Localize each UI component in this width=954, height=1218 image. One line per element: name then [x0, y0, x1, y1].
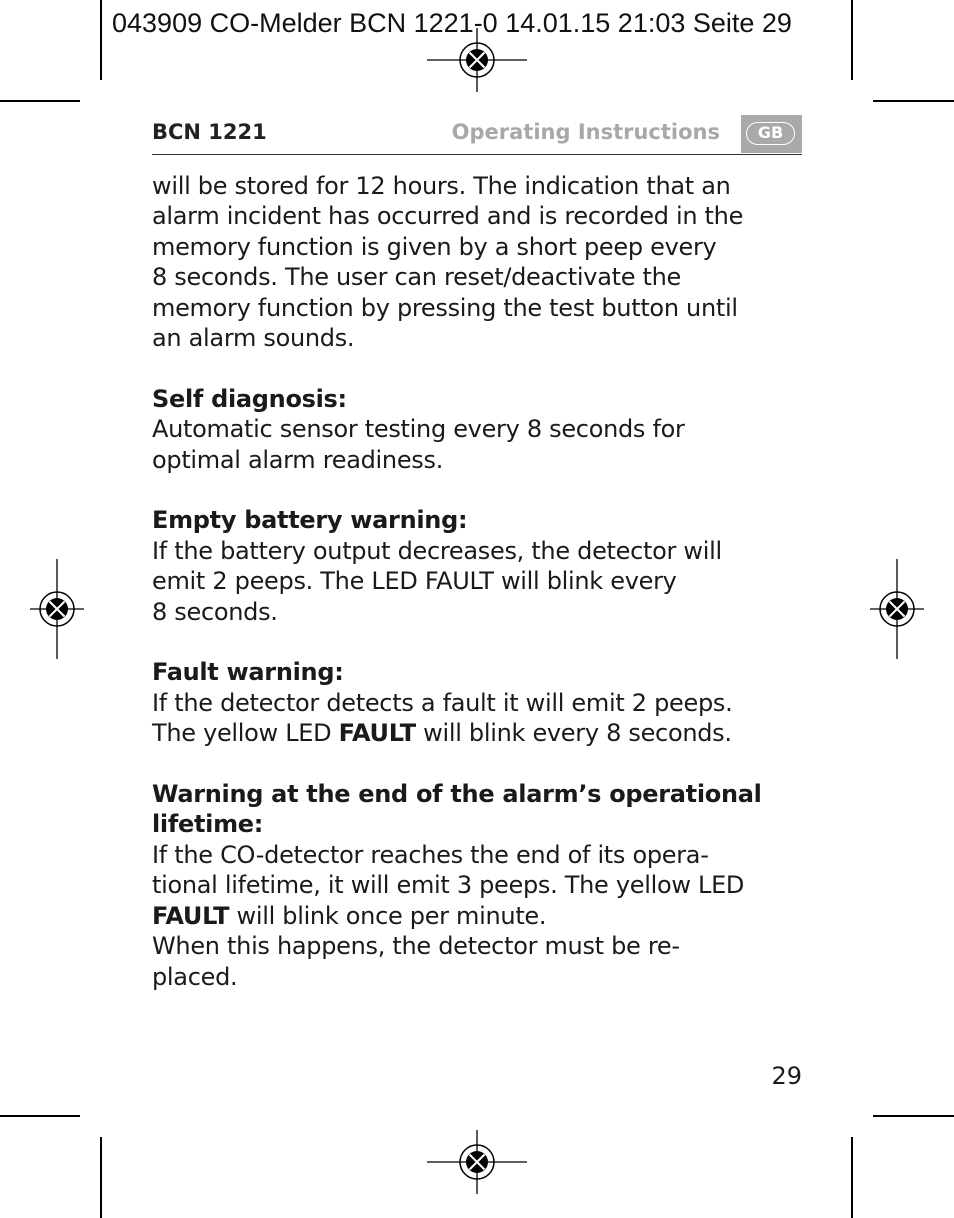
- text-line: memory function by pressing the test button until: [152, 293, 738, 322]
- fault-warning-heading: Fault warning:: [152, 658, 344, 687]
- crop-mark-top-left-vertical: [100, 0, 102, 80]
- registration-mark-right-icon: [870, 559, 924, 659]
- end-of-life-heading-continued: lifetime:: [152, 810, 264, 839]
- crop-mark-bottom-left-horizontal: [0, 1115, 80, 1117]
- running-header: [152, 114, 802, 155]
- fault-led-label: FAULT: [152, 901, 230, 930]
- text-fragment: will blink every 8 seconds.: [415, 719, 732, 748]
- text-fragment: will blink once per minute.: [229, 901, 547, 930]
- text-line: Automatic sensor testing every 8 seconds for: [152, 415, 685, 444]
- intro-paragraph: [152, 171, 812, 353]
- section-title: Operating Instructions: [451, 120, 720, 144]
- text-line: When this happens, the detector must be re-: [152, 932, 680, 961]
- crop-mark-top-left-horizontal: [0, 100, 80, 102]
- text-line: If the CO-detector reaches the end of its opera-: [152, 840, 709, 869]
- fault-warning-section: [152, 657, 812, 748]
- registration-mark-top-icon: [427, 28, 527, 92]
- crop-mark-top-right-vertical: [851, 0, 853, 80]
- text-line: tional lifetime, it will emit 3 peeps. The yellow LED: [152, 871, 745, 900]
- language-tab: [741, 115, 802, 153]
- self-diagnosis-heading: Self diagnosis:: [152, 384, 347, 413]
- crop-mark-bottom-left-vertical: [100, 1137, 102, 1218]
- crop-mark-bottom-right-horizontal: [873, 1115, 954, 1117]
- page-number: 29: [771, 1062, 802, 1090]
- crop-mark-top-right-horizontal: [873, 100, 954, 102]
- text-line: emit 2 peeps. The LED FAULT will blink every: [152, 567, 677, 596]
- end-of-life-heading: Warning at the end of the alarm’s operational: [152, 780, 762, 809]
- page-content: [152, 171, 812, 992]
- battery-warning-heading: Empty battery warning:: [152, 506, 468, 535]
- text-fragment: The yellow LED: [152, 719, 339, 748]
- text-line: placed.: [152, 962, 238, 991]
- registration-mark-left-icon: [30, 559, 84, 659]
- end-of-life-section: [152, 779, 812, 992]
- text-line: an alarm sounds.: [152, 324, 355, 353]
- text-line: 8 seconds. The user can reset/deactivate the: [152, 263, 681, 292]
- text-line: If the detector detects a fault it will emit 2 peeps.: [152, 688, 733, 717]
- registration-mark-bottom-icon: [427, 1130, 527, 1194]
- text-line: 8 seconds.: [152, 597, 278, 626]
- text-line: If the battery output decreases, the detector will: [152, 536, 722, 565]
- text-line: alarm incident has occurred and is recorded in the: [152, 202, 744, 231]
- crop-mark-bottom-right-vertical: [851, 1137, 853, 1218]
- language-badge: GB: [746, 122, 795, 145]
- fault-led-label: FAULT: [338, 719, 416, 748]
- text-line: will be stored for 12 hours. The indication that an: [152, 172, 731, 200]
- battery-warning-section: [152, 505, 812, 627]
- self-diagnosis-section: [152, 384, 812, 475]
- text-line: optimal alarm readiness.: [152, 445, 444, 474]
- print-slug: 043909 CO-Melder BCN 1221-0 14.01.15 21:03 Seite 29: [112, 8, 792, 38]
- text-line: memory function is given by a short peep every: [152, 232, 717, 261]
- model-name: BCN 1221: [152, 120, 267, 144]
